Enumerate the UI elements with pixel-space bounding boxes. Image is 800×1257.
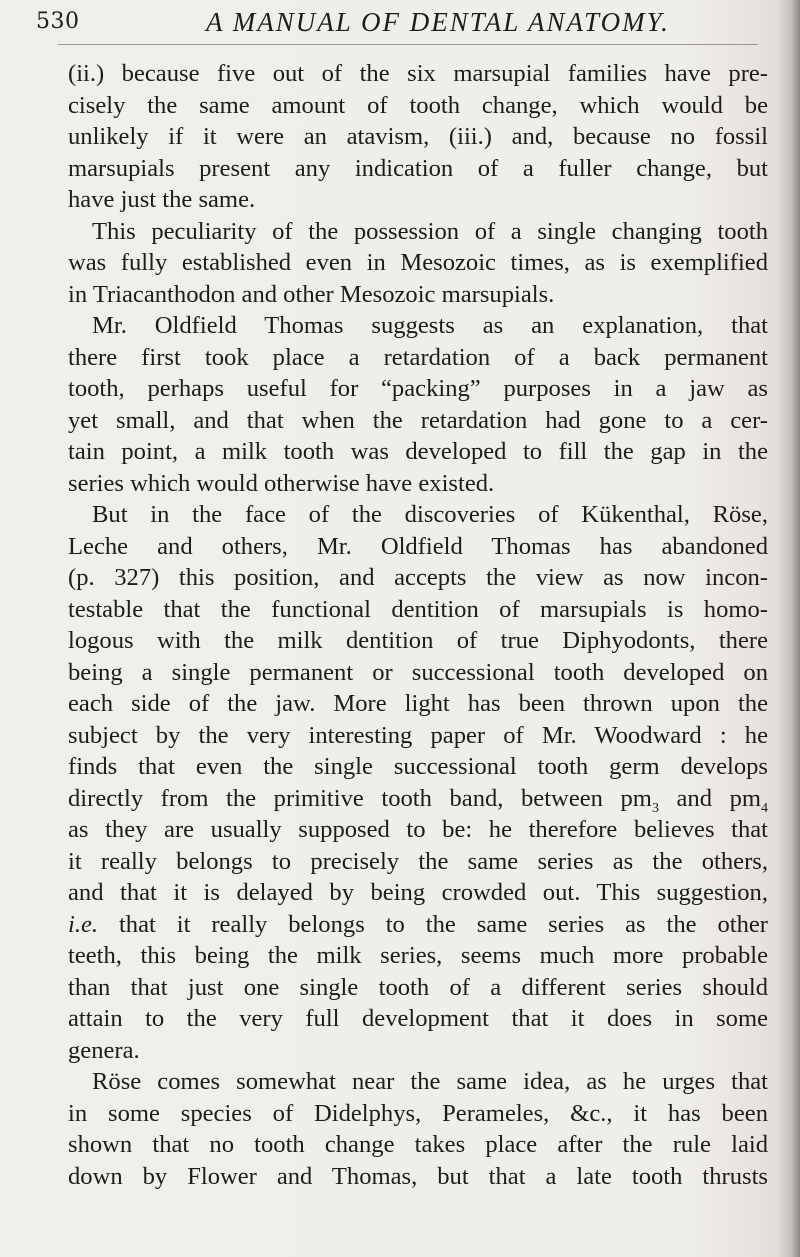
text-line: teeth, this being the milk series, seems much more probable — [68, 942, 768, 969]
italic-abbreviation: i.e. — [68, 910, 99, 938]
text-line: in Triacanthodon and other Mesozoic marsupials. — [68, 280, 555, 308]
text-line: (p. 327) this position, and accepts the view as now incon- — [68, 564, 768, 591]
text-line: subject by the very interesting paper of Mr. Woodward : he — [68, 721, 768, 749]
text-line: unlikely if it were an atavism, (iii.) and, because no fossil — [68, 123, 768, 150]
subscript: 3 — [651, 800, 659, 816]
paragraph-start: Mr. Oldfield Thomas suggests as an explanation, that — [92, 312, 768, 339]
paragraph-start: Röse comes somewhat near the same idea, as he urges that — [92, 1068, 768, 1095]
text-line: attain to the very full development that it does in some — [68, 1005, 768, 1032]
text-line: finds that even the single successional tooth germ develops — [68, 753, 768, 780]
text-line: testable that the functional dentition of marsupials is homo- — [68, 595, 768, 623]
text-line: have just the same. — [68, 186, 256, 213]
text-line: yet small, and that when the retardation had gone to a cer- — [68, 406, 768, 434]
text-line-with-italic — [68, 909, 768, 941]
text-line-with-subscripts — [68, 783, 768, 815]
subscript: 4 — [761, 800, 768, 816]
text-line: being a single permanent or successional tooth developed on — [68, 658, 768, 686]
page-header — [36, 4, 766, 40]
text-line: logous with the milk dentition of true Diphyodonts, there — [68, 627, 768, 654]
text-line: it really belongs to precisely the same series as the others, — [68, 847, 768, 875]
text-line: shown that no tooth change takes place after the rule laid — [68, 1131, 768, 1158]
text-line: each side of the jaw. More light has been thrown upon the — [68, 690, 768, 717]
text-line: cisely the same amount of tooth change, which would be — [68, 91, 768, 119]
text-line: down by Flower and Thomas, but that a late tooth thrusts — [68, 1162, 768, 1190]
text-line: as they are usually supposed to be: he therefore believes that — [68, 816, 768, 843]
text-line: genera. — [68, 1036, 140, 1064]
text-segment: directly from the primitive tooth band, between pm — [68, 784, 652, 812]
paragraph-start: But in the face of the discoveries of Kükenthal, Röse, — [92, 501, 768, 528]
text-line: than that just one single tooth of a different series should — [68, 973, 768, 1001]
text-segment: that it really belongs to the same series as the other — [118, 910, 768, 938]
text-line: there first took place a retardation of a back permanent — [68, 343, 768, 371]
paragraph-start: This peculiarity of the possession of a single changing tooth — [92, 217, 768, 245]
text-line: Leche and others, Mr. Oldfield Thomas has abandoned — [68, 532, 768, 560]
running-title: A MANUAL OF DENTAL ANATOMY. — [206, 7, 670, 37]
page-number: 530 — [36, 9, 80, 34]
text-line: series which would otherwise have existed. — [68, 469, 495, 497]
text-line: (ii.) because five out of the six marsupial families have pre- — [68, 60, 768, 87]
text-line: and that it is delayed by being crowded out. This suggestion, — [68, 879, 768, 906]
text-line: tain point, a milk tooth was developed to fill the gap in the — [68, 438, 768, 465]
body-text — [68, 58, 768, 1192]
text-segment: and pm — [658, 784, 761, 812]
text-line: tooth, perhaps useful for “packing” purposes in a jaw as — [68, 375, 768, 402]
header-rule — [58, 44, 758, 45]
text-line: in some species of Didelphys, Perameles, &c., it has been — [68, 1099, 768, 1127]
text-line: marsupials present any indication of a fuller change, but — [68, 154, 768, 182]
page-edge-shadow — [778, 0, 800, 1257]
text-line: was fully established even in Mesozoic times, as is exemplified — [68, 249, 768, 276]
